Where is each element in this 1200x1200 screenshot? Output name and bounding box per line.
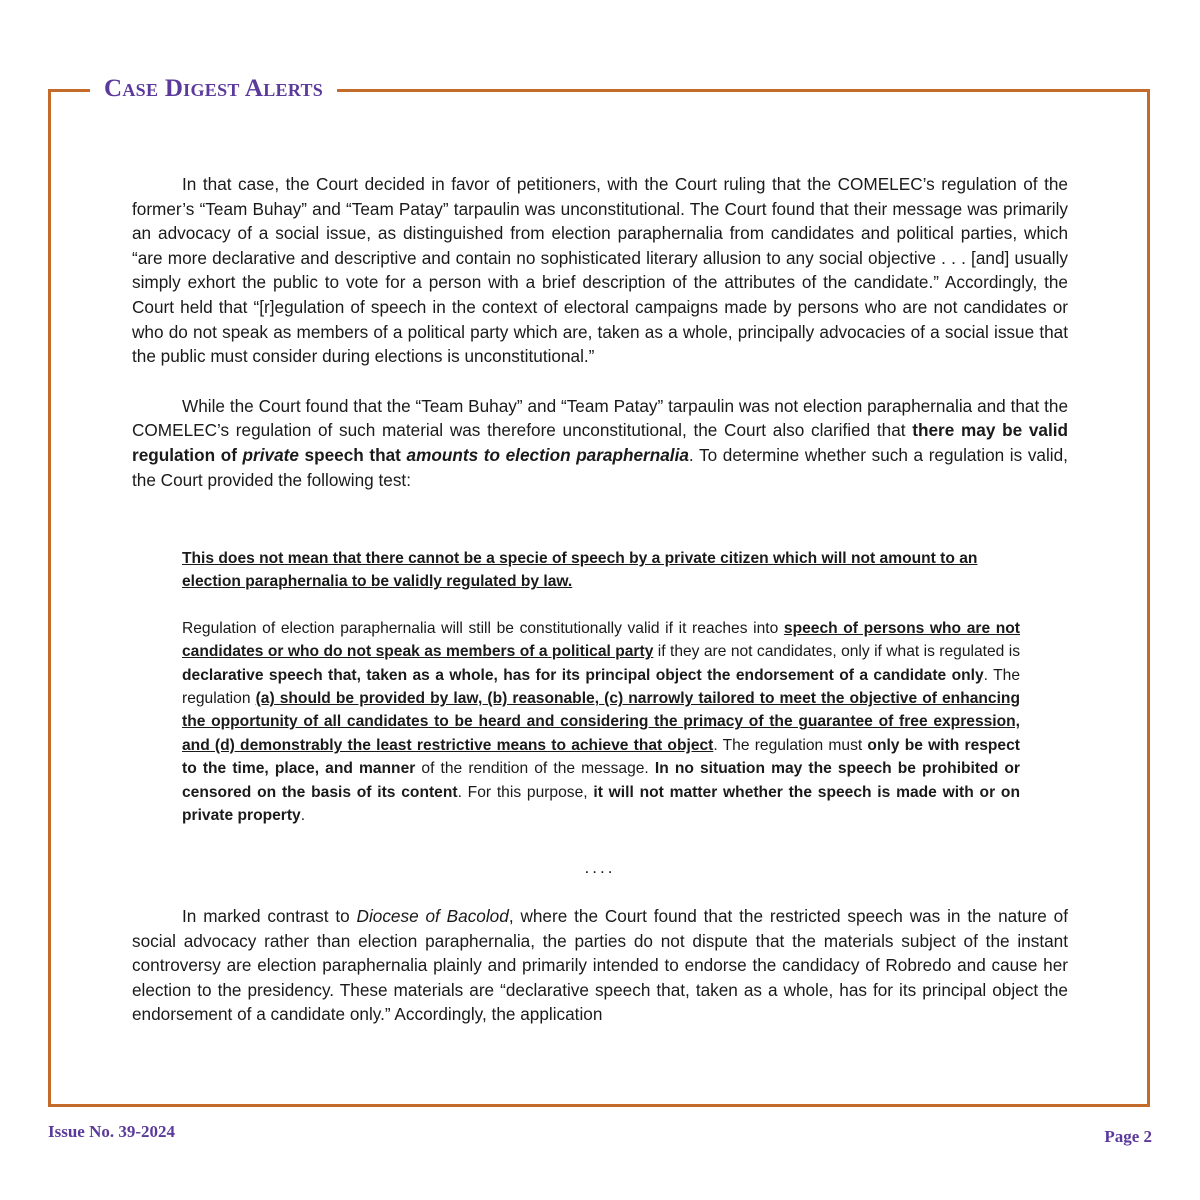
header-title: Case Digest Alerts [90,72,337,106]
q2-text-6: . For this purpose, [457,783,594,801]
quote-paragraph-2 [182,617,1020,828]
p2-text-a: While the Court found that the “Team Buhay” and “Team Patay” tarpaulin was not election paraphernalia and that the COMELEC’s regulation of such material was therefore unconstitutional, the Court also clarified that [132,395,1068,441]
body-text-continued [132,904,1068,1027]
q2-text-1: Regulation of election paraphernalia will still be constitutionally valid if it reaches into [182,619,784,637]
issue-number: Issue No. 39-2024 [48,1122,176,1141]
p2-bold-2: speech that [298,444,407,465]
p2-bold-italic-2: amounts to election paraphernalia [406,444,689,465]
section-ellipsis: .... [584,858,616,877]
block-quote [182,547,1020,827]
q2-text-4: . The regulation must [713,736,868,754]
q2-underline-1: speech of persons who are not candidates or who do not speak as members of a political party [182,619,1020,661]
p3-italic-case-name: Diocese of Bacolod [356,906,509,926]
q2-bold-4: it will not matter whether the speech is made with or on private property [182,783,1020,825]
p3-text-b: , where the Court found that the restricted speech was in the nature of social advocacy rather than election paraphernalia, the parties do not dispute that the materials subject of the instant controversy are election paraphernalia plainly and primarily intended to endorse the candidacy of Robredo and cause her election to the presidency. These materials are “declarative speech that, taken as a whole, has for its principal object the endorsement of a candidate only.” Accordingly, the application [132,906,1069,1025]
q2-text-3: . The regulation [182,666,1021,708]
q2-text-2: if they are not candidates, only if what is regulated is [653,643,1021,661]
q2-text-7: . [300,807,306,825]
q2-bold-2: only be with respect to the time, place, and manner [182,736,1020,778]
quote-paragraph-1: This does not mean that there cannot be a specie of speech by a private citizen which will not amount to an election paraphernalia to be validly regulated by law. [182,550,978,591]
body-text [132,172,1068,492]
q2-underline-2: (a) should be provided by law, (b) reasonable, (c) narrowly tailored to meet the objective of enhancing the opportunity of all candidates to be heard and considering the primacy of the guarantee of free expression, and (d) demonstrably the least restrictive means to achieve that object [182,690,1020,754]
p2-bold-1: there may be valid regulation of [132,420,1068,465]
p3-text-a: In marked contrast to [182,906,357,926]
q2-bold-3: In no situation may the speech be prohibited or censored on the basis of its content [182,760,1020,801]
p2-bold-italic-1: private [242,444,299,465]
p2-text-c: . To determine whether such a regulation is valid, the Court provided the following test: [132,444,1068,490]
page-number: Page 2 [1104,1127,1152,1146]
q2-text-5: of the rendition of the message. [415,760,655,778]
paragraph-3 [132,904,1068,1027]
paragraph-2 [132,394,1068,492]
paragraph-1: In that case, the Court decided in favor of petitioners, with the Court ruling that the COMELEC’s regulation of the former’s “Team Buhay” and “Team Patay” tarpaulin was unconstitutional. The Court found that their message was primarily an advocacy of a social issue, as distinguished from election paraphernalia from candidates and political parties, which “are more declarative and descriptive and contain no sophisticated literary allusion to any social objective . . . [and] usually simply exhort the public to vote for a person with a brief description of the attributes of the candidate.” Accordingly, the Court held that “[r]egulation of speech in the context of electoral campaigns made by persons who are not candidates or who do not speak as members of a political party which are, taken as a whole, principally advocacies of a social issue that the public must consider during elections is unconstitutional.” [132,174,1068,367]
q2-bold-1: declarative speech that, taken as a whole, has for its principal object the endorsement of a candidate only [182,666,984,684]
